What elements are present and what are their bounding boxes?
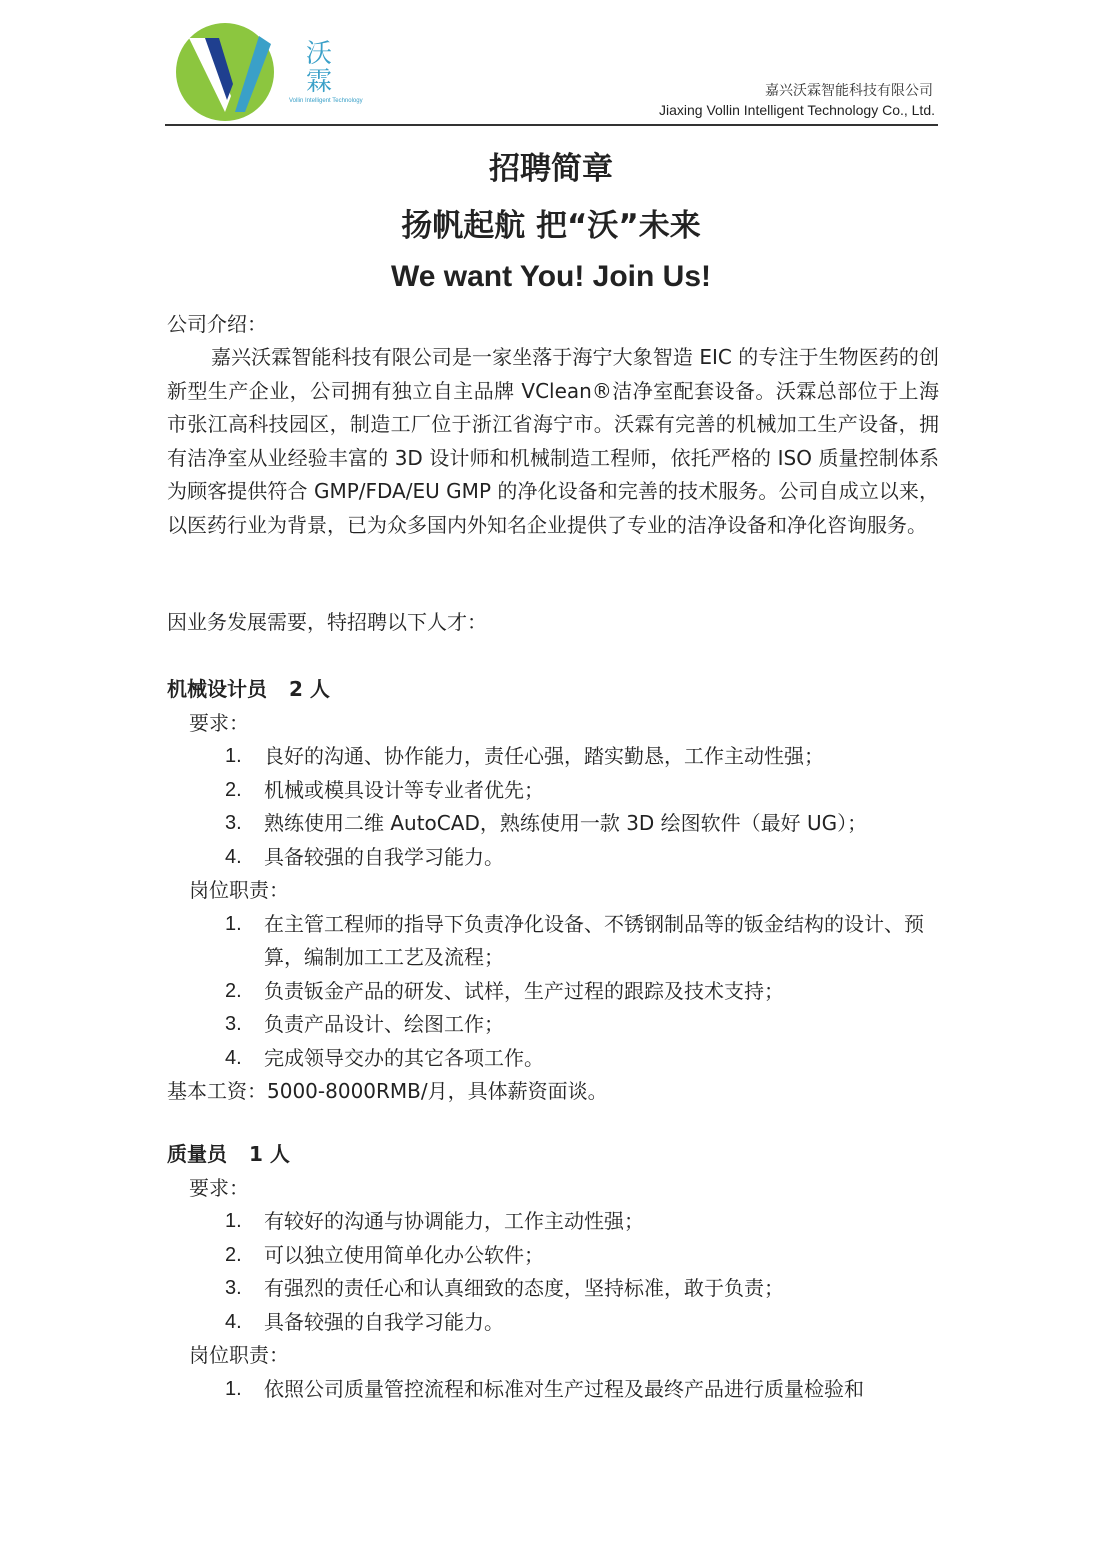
requirements-label: 要求： [189,1175,249,1200]
slogan: 扬帆起航 把“沃”未来 [401,208,701,244]
company-logo [175,22,275,122]
page-header [165,18,938,126]
job-section [167,673,939,1109]
english-slogan: We want You! Join Us! [390,260,712,293]
list-item: 1. 依照公司质量管控流程和标准对生产过程及最终产品进行质量检验和 [225,1376,864,1401]
list-item: 3. 熟练使用二维 AutoCAD，熟练使用一款 3D 绘图软件（最好 UG）； [225,811,868,835]
list-item: 1. 良好的沟通、协作能力，责任心强，踏实勤恳，工作主动性强； [225,744,824,768]
list-item: 4. 具备较强的自我学习能力。 [225,844,504,869]
list-item: 3. 负责产品设计、绘图工作； [225,1012,504,1036]
job-title: 机械设计员 [167,677,267,701]
list-item: 2. 负责钣金产品的研发、试样，生产过程的跟踪及技术支持； [225,978,784,1003]
job-count: 2 人 [289,677,330,701]
list-item: 3. 有强烈的责任心和认真细致的态度，坚持标准，敢于负责； [225,1276,784,1300]
job-count: 1 人 [249,1142,290,1166]
list-item: 1. 有较好的沟通与协调能力，工作主动性强； [225,1209,644,1233]
logo-chinese-name: 沃霖 [305,39,332,97]
duties-label: 岗位职责： [189,878,289,902]
duties-label: 岗位职责： [189,1343,289,1367]
job-title-row [167,673,939,707]
salary-text: 基本工资：5000-8000RMB/月，具体薪资面谈。 [167,1079,608,1103]
job-title-row [167,1138,939,1172]
company-name-en: Jiaxing Vollin Intelligent Technology Co., Ltd. [658,102,935,118]
company-name-cn: 嘉兴沃霖智能科技有限公司 [765,83,933,99]
list-item: 2. 可以独立使用简单化办公软件； [225,1242,544,1267]
list-item: 1. 在主管工程师的指导下负责净化设备、不锈钢制品等的钣金结构的设计、预算，编制加工工艺及流程； [225,911,924,969]
job-section [167,1138,939,1406]
requirements-label: 要求： [189,710,249,735]
intro-label: 公司介绍： [167,312,267,336]
logo-english-name: Vollin Intelligent Technology [289,98,363,104]
job-title: 质量员 [167,1142,227,1166]
list-item: 4. 完成领导交办的其它各项工作。 [225,1045,544,1070]
page-title: 招聘简章 [489,151,613,187]
list-item: 4. 具备较强的自我学习能力。 [225,1309,504,1334]
intro-paragraph: 嘉兴沃霖智能科技有限公司是一家坐落于海宁大象智造 EIC 的专注于生物医药的创新型生产企业，公司拥有独立自主品牌 VClean®洁净室配套设备。沃霖总部位于上海市张江高科技园区，制造工厂位于浙江省海宁市。沃霖有完善的机械加工生产设备，拥有洁净室从业经验丰富的 3D 设计师和机械制造工程师，依托严格的 ISO 质量控制体系为顾客提供符合 GMP/FDA/EU GMP 的净化设备和完善的技术服务。公司自成立以来，以医药行业为背景，已为众多国内外知名企业提供了专业的洁净设备和净化咨询服务。 [167,345,939,537]
list-item: 2. 机械或模具设计等专业者优先； [225,777,544,802]
hiring-need-text: 因业务发展需要，特招聘以下人才： [167,610,487,634]
